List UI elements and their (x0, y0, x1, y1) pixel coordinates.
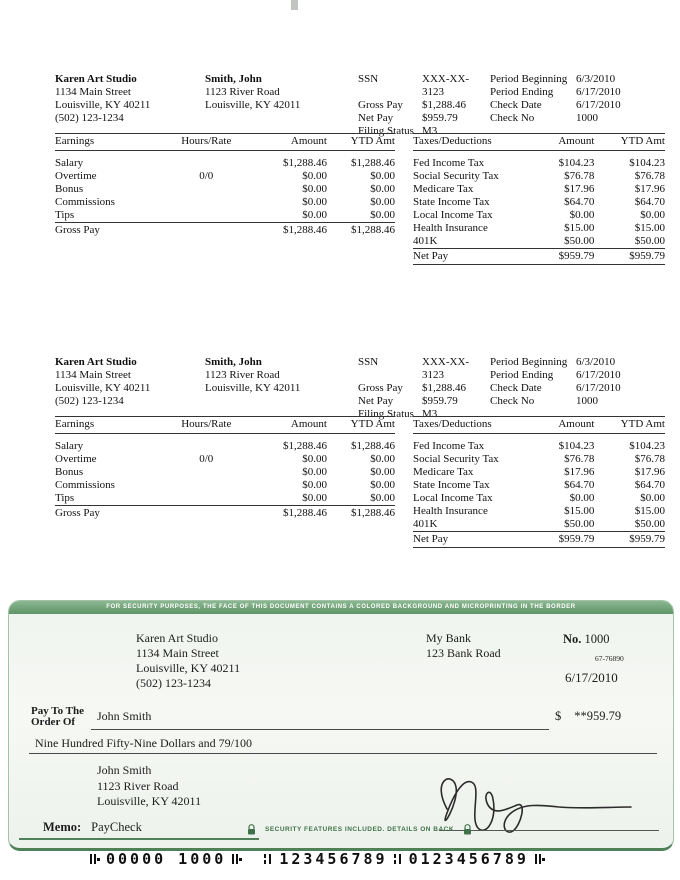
table-row (413, 453, 665, 466)
table-cell: Local Income Tax (413, 209, 493, 221)
table-cell: $76.78 (564, 170, 595, 182)
table-cell: Commissions (55, 479, 115, 491)
pay-summary (358, 73, 486, 138)
table-cell: $0.00 (370, 466, 395, 478)
table-row (55, 440, 395, 453)
payer-phone: (502) 123-1234 (136, 676, 211, 690)
table-row (413, 466, 665, 479)
table-row (55, 466, 395, 479)
earnings-header: Earnings Hours/Rate Amount YTD Amt (55, 416, 395, 434)
table-cell: $1,288.46 (350, 157, 395, 169)
table-row (413, 505, 665, 518)
table-cell: 0/0 (199, 170, 214, 182)
company-address-line: 1134 Main Street (55, 86, 131, 98)
payee-underline (91, 729, 549, 730)
table-cell: Health Insurance (413, 505, 488, 517)
payee-name: John Smith (97, 709, 152, 723)
table-cell (171, 196, 242, 209)
table-cell: Medicare Tax (413, 466, 474, 478)
table-cell (171, 440, 242, 453)
earnings-rows (55, 434, 395, 505)
table-cell (171, 466, 242, 479)
employee-address-line: Louisville, KY 42011 (205, 99, 301, 111)
period-info (490, 356, 665, 408)
earnings-table (55, 416, 395, 520)
micr-onus-symbol (232, 852, 242, 866)
table-row (413, 492, 665, 505)
period-info (490, 73, 665, 125)
table-cell: $104.23 (629, 440, 665, 452)
table-cell: $104.23 (629, 157, 665, 169)
deductions-table (413, 416, 665, 548)
earnings-rows (55, 151, 395, 222)
bank-block (426, 631, 501, 661)
table-row (55, 196, 395, 209)
table-cell: $104.23 (558, 157, 595, 169)
table-cell: $50.00 (634, 518, 665, 530)
security-banner: FOR SECURITY PURPOSES, THE FACE OF THIS DOCUMENT CONTAINS A COLORED BACKGROUND AND MICROPRINTING IN THE BORDER (9, 601, 673, 614)
table-cell: State Income Tax (413, 196, 490, 208)
micr-onus-symbol (535, 852, 545, 866)
table-row (55, 479, 395, 492)
deductions-total-row: Net Pay $959.79 $959.79 (413, 531, 665, 548)
period-row: Period Beginning 6/3/2010 (490, 73, 616, 85)
payer-name: Karen Art Studio (136, 631, 218, 645)
period-row: Period Ending 6/17/2010 (490, 369, 621, 381)
table-cell: $0.00 (302, 209, 327, 221)
employee-block (205, 73, 300, 112)
table-row (413, 183, 665, 196)
table-row (55, 209, 395, 222)
table-cell: $0.00 (302, 466, 327, 478)
amount-in-words: Nine Hundred Fifty-Nine Dollars and 79/100 (35, 736, 252, 750)
table-cell: $76.78 (634, 453, 665, 465)
table-cell: Social Security Tax (413, 453, 499, 465)
table-cell: $0.00 (370, 183, 395, 195)
period-row: Period Beginning 6/3/2010 (490, 356, 616, 368)
table-row (413, 518, 665, 531)
table-cell: Health Insurance (413, 222, 488, 234)
deductions-rows (413, 151, 665, 248)
table-cell: 401K (413, 518, 438, 530)
table-cell: $15.00 (634, 505, 665, 517)
table-cell: Fed Income Tax (413, 157, 485, 169)
micr-transit-symbol (264, 852, 273, 866)
amount-words-underline (29, 753, 657, 754)
table-row (55, 183, 395, 196)
table-cell: Commissions (55, 196, 115, 208)
table-cell: Medicare Tax (413, 183, 474, 195)
security-note: SECURITY FEATURES INCLUDED. DETAILS ON BACK (247, 824, 472, 835)
summary-row: Gross Pay $1,288.46 (358, 99, 466, 111)
table-cell: Fed Income Tax (413, 440, 485, 452)
fractional-routing-number: 67-76890 (595, 654, 624, 663)
employee-name: Smith, John (205, 73, 262, 85)
company-phone: (502) 123-1234 (55, 112, 124, 124)
check (8, 600, 674, 851)
table-cell: $15.00 (564, 222, 595, 234)
summary-row: Filing Status M3 (358, 125, 438, 137)
deductions-total-row: Net Pay $959.79 $959.79 (413, 248, 665, 265)
table-cell (171, 157, 242, 170)
company-address-line: 1134 Main Street (55, 369, 131, 381)
earnings-table (55, 133, 395, 237)
table-row (413, 479, 665, 492)
table-row (413, 440, 665, 453)
pay-stub-top (0, 73, 680, 273)
company-name: Karen Art Studio (55, 73, 137, 85)
summary-row: Net Pay $959.79 (358, 112, 458, 124)
table-cell: Local Income Tax (413, 492, 493, 504)
summary-row: Gross Pay $1,288.46 (358, 382, 466, 394)
table-cell: Tips (55, 492, 75, 504)
deductions-table (413, 133, 665, 265)
table-cell: Salary (55, 440, 84, 452)
dollar-sign: $ (555, 709, 562, 723)
company-block (55, 73, 150, 125)
period-row: Check No 1000 (490, 112, 598, 124)
table-row (413, 170, 665, 183)
pay-stub-middle (0, 356, 680, 556)
company-block (55, 356, 150, 408)
table-cell: $0.00 (302, 479, 327, 491)
deductions-header: Taxes/Deductions Amount YTD Amt (413, 416, 665, 434)
table-cell: $0.00 (370, 170, 395, 182)
table-cell: 401K (413, 235, 438, 247)
earnings-header: Earnings Hours/Rate Amount YTD Amt (55, 133, 395, 151)
payee-address-block: John Smith 1123 River Road Louisville, KY 42011 (97, 763, 202, 808)
employee-name: Smith, John (205, 356, 262, 368)
payer-address-line: Louisville, KY 40211 (136, 661, 241, 675)
table-cell: $50.00 (634, 235, 665, 247)
table-cell: $50.00 (564, 235, 595, 247)
table-cell: $76.78 (634, 170, 665, 182)
memo-underline (19, 838, 259, 840)
employee-block (205, 356, 300, 395)
table-row (413, 157, 665, 170)
table-cell: Social Security Tax (413, 170, 499, 182)
micr-onus-symbol (90, 852, 100, 866)
memo-value: PayCheck (91, 820, 142, 834)
table-cell (171, 479, 242, 492)
table-cell: Tips (55, 209, 75, 221)
employee-address-line: 1123 River Road (205, 86, 280, 98)
table-cell (171, 209, 242, 222)
table-cell: $1,288.46 (350, 440, 395, 452)
table-row (413, 196, 665, 209)
earnings-total-row: Gross Pay $1,288.46 $1,288.46 (55, 507, 395, 519)
pay-summary (358, 356, 486, 421)
period-row: Check Date 6/17/2010 (490, 382, 621, 394)
table-cell: Bonus (55, 466, 84, 478)
table-row (413, 209, 665, 222)
table-cell: $17.96 (564, 466, 595, 478)
employee-address-line: Louisville, KY 42011 (205, 382, 301, 394)
table-cell: $0.00 (370, 196, 395, 208)
table-cell: $104.23 (558, 440, 595, 452)
company-address-line: Louisville, KY 40211 (55, 99, 151, 111)
table-row (413, 222, 665, 235)
table-cell: $0.00 (640, 492, 665, 504)
bank-name: My Bank (426, 631, 471, 645)
table-cell: Overtime (55, 453, 97, 465)
table-cell: 0/0 (199, 453, 214, 465)
summary-row: SSN XXX-XX-3123 (358, 356, 470, 381)
summary-row: Filing Status M3 (358, 408, 438, 420)
table-row (55, 492, 395, 505)
table-row (413, 235, 665, 248)
table-cell: $15.00 (564, 505, 595, 517)
table-cell: $50.00 (564, 518, 595, 530)
table-cell (171, 492, 242, 505)
employee-address-line: 1123 River Road (205, 369, 280, 381)
period-row: Check No 1000 (490, 395, 598, 407)
summary-row: SSN XXX-XX-3123 (358, 73, 470, 98)
check-amount: $ **959.79 (555, 709, 622, 723)
table-cell: $64.70 (634, 196, 665, 208)
table-cell: $1,288.46 (282, 440, 327, 452)
table-cell (171, 183, 242, 196)
table-cell: $64.70 (564, 196, 595, 208)
table-cell: $64.70 (634, 479, 665, 491)
table-cell: $1,288.46 (282, 157, 327, 169)
table-cell: $0.00 (302, 453, 327, 465)
bank-address: 123 Bank Road (426, 646, 501, 660)
table-cell: $0.00 (370, 453, 395, 465)
table-cell: $0.00 (370, 492, 395, 504)
summary-row: Net Pay $959.79 (358, 395, 458, 407)
company-address-line: Louisville, KY 40211 (55, 382, 151, 394)
period-row: Period Ending 6/17/2010 (490, 86, 621, 98)
pay-to-label: Pay To The Order Of (31, 705, 84, 728)
period-row: Check Date 6/17/2010 (490, 99, 621, 111)
micr-check-number: 00000 1000 (106, 850, 227, 868)
payer-address-line: 1134 Main Street (136, 646, 219, 660)
table-cell: $17.96 (634, 466, 665, 478)
micr-routing-number: 123456789 (279, 850, 388, 868)
check-number: No. 1000 (563, 632, 610, 646)
table-cell: $0.00 (569, 492, 595, 504)
table-cell: $0.00 (302, 183, 327, 195)
table-row (55, 157, 395, 170)
table-row (55, 453, 395, 466)
memo: Memo: PayCheck (43, 820, 142, 834)
deductions-header: Taxes/Deductions Amount YTD Amt (413, 133, 665, 151)
table-cell: $17.96 (634, 183, 665, 195)
check-date: 6/17/2010 (565, 670, 618, 685)
micr-line (90, 850, 545, 868)
table-cell: $0.00 (302, 492, 327, 504)
table-cell: State Income Tax (413, 479, 490, 491)
deductions-rows (413, 434, 665, 531)
earnings-total-row: Gross Pay $1,288.46 $1,288.46 (55, 224, 395, 236)
micr-transit-symbol (394, 852, 403, 866)
table-cell: Bonus (55, 183, 84, 195)
check-payer-block (136, 631, 240, 691)
table-cell: $0.00 (640, 209, 665, 221)
table-cell: $76.78 (564, 453, 595, 465)
table-cell: $0.00 (302, 170, 327, 182)
table-cell: $0.00 (569, 209, 595, 221)
padlock-icon (463, 824, 472, 835)
company-name: Karen Art Studio (55, 356, 137, 368)
table-cell: $15.00 (634, 222, 665, 234)
table-row (55, 170, 395, 183)
table-cell: Overtime (55, 170, 97, 182)
table-cell: $17.96 (564, 183, 595, 195)
padlock-icon (247, 824, 256, 835)
table-cell: $0.00 (370, 479, 395, 491)
scan-artifact (291, 0, 298, 10)
table-cell: $0.00 (370, 209, 395, 221)
table-cell: $0.00 (302, 196, 327, 208)
table-cell: Salary (55, 157, 84, 169)
company-phone: (502) 123-1234 (55, 395, 124, 407)
micr-account-number: 0123456789 (408, 850, 529, 868)
table-cell: $64.70 (564, 479, 595, 491)
